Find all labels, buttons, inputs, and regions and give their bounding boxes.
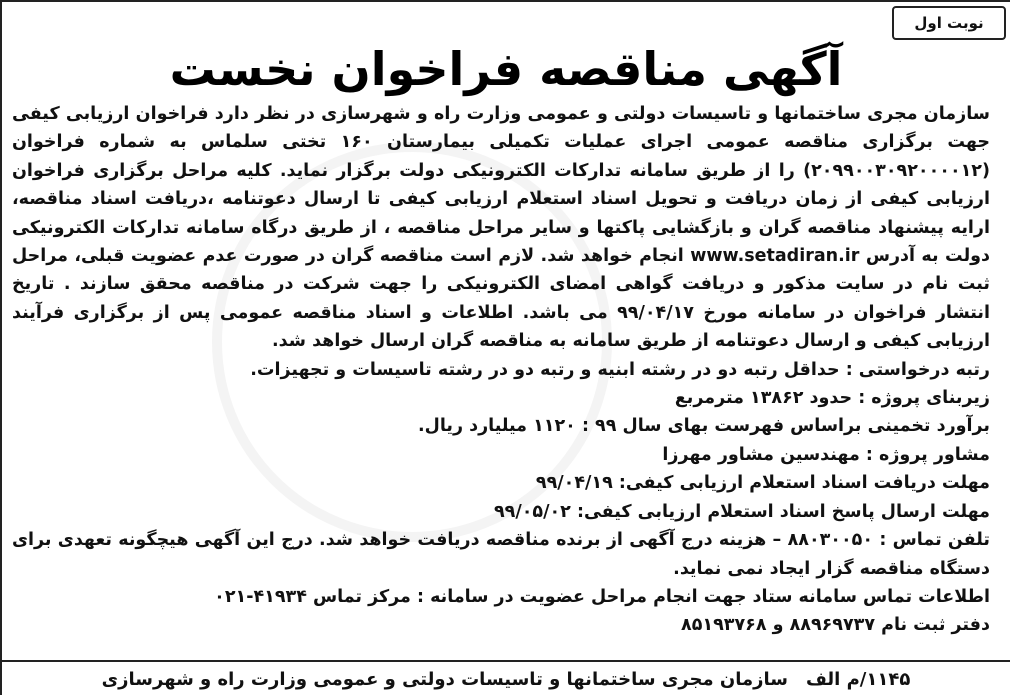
intro-text: سازمان مجری ساختمانها و تاسیسات دولتی و عمومی وزارت راه و شهرسازی در نظر دارد فراخوان ارزیابی کیفی جهت برگزاری مناقصه عمومی اجرای عملیات تکمیلی بیمارستان ۱۶۰ تختی سلماس به شماره فراخوان (۲۰۹۹۰۰۳۰۹۲۰۰۰۰۱۲) را از طریق سامانه تدارکات الکترونیکی دولت برگزار نماید. کلیه مراحل برگزاری فراخوان ارزیابی کیفی از زمان دریافت و تحویل اسناد استعلام ارزیابی کیفی تا ارسال دعوتنامه ،دریافت اسناد مناقصه، ارایه پیشنهاد مناقصه گران و بازگشایی پاکتها و سایر مراحل مناقصه ، از طریق درگاه سامانه تدارکات الکترونیکی دولت به آدرس [12, 104, 991, 267]
reference-number: ۱۱۴۵/م الف [805, 668, 911, 690]
area-line: زیربنای پروژه : حدود ۱۳۸۶۲ مترمربع [674, 388, 990, 409]
ad-body [12, 100, 990, 640]
footer-divider [2, 660, 1010, 662]
estimate-line: برآورد تخمینی براساس فهرست بهای سال ۹۹ : ۱۱۲۰ میلیارد ریال. [417, 416, 990, 437]
edition-badge: نوبت اول [892, 6, 1006, 40]
grade-line: رتبه درخواستی : حداقل رتبه دو در رشته ابنیه و رتبه دو در رشته تاسیسات و تجهیزات. [250, 359, 990, 380]
intro-paragraph [12, 100, 990, 356]
deadline-send-line: مهلت ارسال پاسخ اسناد استعلام ارزیابی کیفی: ۹۹/۰۵/۰۲ [493, 501, 990, 522]
website-link[interactable]: www.setadiran.ir [690, 246, 860, 267]
organization-name: سازمان مجری ساختمانها و تاسیسات دولتی و عمومی وزارت راه و شهرسازی [101, 668, 788, 690]
registry-line: دفتر ثبت نام ۸۸۹۶۹۷۳۷ و ۸۵۱۹۳۷۶۸ [681, 615, 990, 636]
footer [2, 664, 1010, 694]
intro-continued-text: انجام خواهد شد. لازم است مناقصه گران در صورت عدم عضویت قبلی، مراحل ثبت نام در سایت مذکور و دریافت گواهی امضای الکترونیکی را جهت شرکت در مناقصه محقق سازند . تاریخ انتشار فراخوان در سامانه مورخ ۹۹/۰۴/۱۷ می باشد. اطلاعات و اسناد مناقصه عمومی پس از برگزاری فرآیند ارزیابی کیفی و ارسال دعوتنامه از طریق سامانه به مناقصه گران ارسال خواهد شد. [12, 246, 990, 352]
ad-title: آگهی مناقصه فراخوان نخست [169, 42, 843, 96]
support-line: اطلاعات تماس سامانه ستاد جهت انجام مراحل عضویت در سامانه : مرکز تماس ۴۱۹۳۴-۰۲۱ [214, 586, 990, 607]
deadline-receive-line: مهلت دریافت اسناد استعلام ارزیابی کیفی: ۹۹/۰۴/۱۹ [535, 473, 990, 494]
consultant-line: مشاور پروژه : مهندسین مشاور مهرزا [662, 444, 990, 465]
contact-paragraph: تلفن تماس : ۸۸۰۳۰۰۵۰ – هزینه درج آگهی از برنده مناقصه دریافت خواهد شد. درج این آگهی هیچگونه تعهدی برای دستگاه مناقصه گزار ایجاد نمی نماید. [12, 530, 990, 579]
